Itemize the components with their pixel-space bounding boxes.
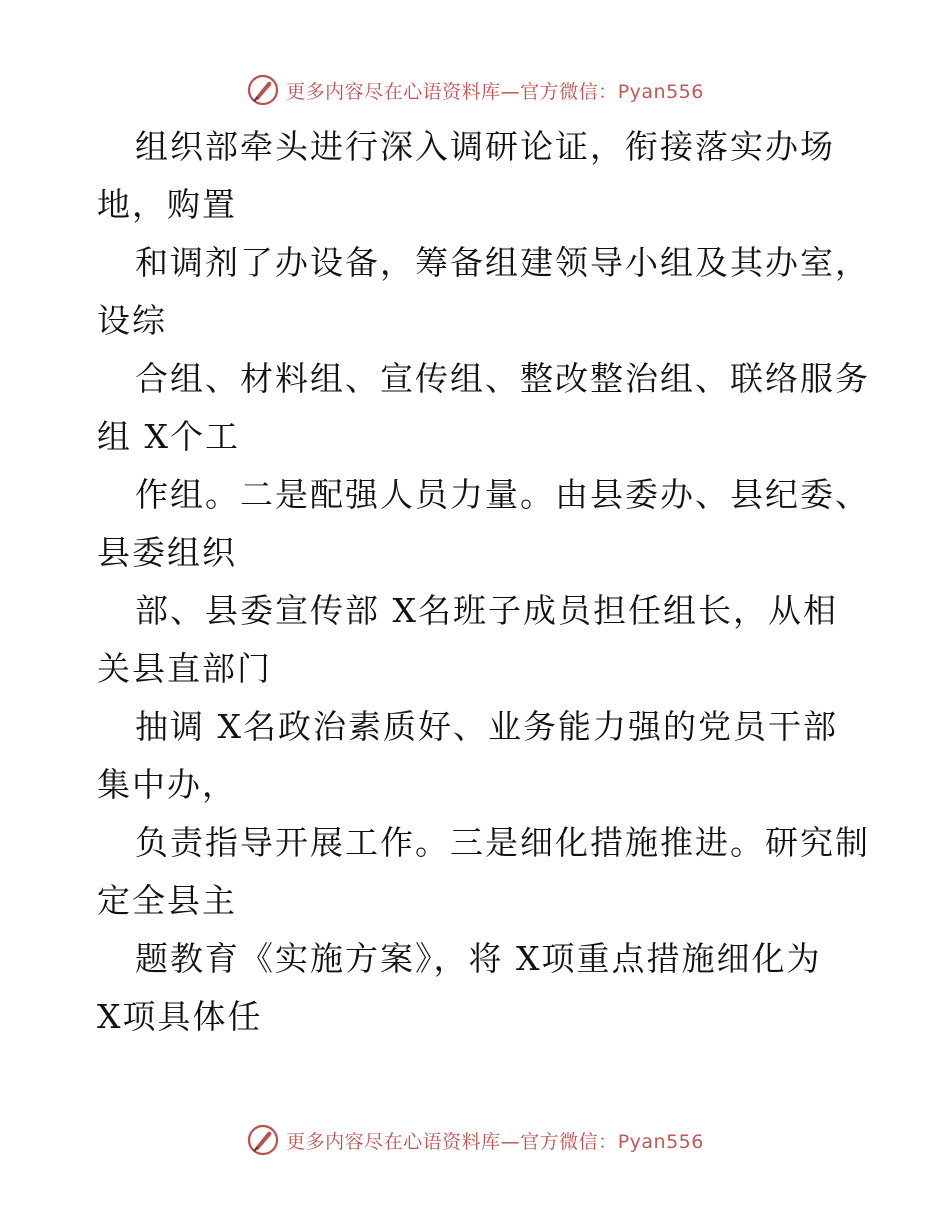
- body-line: 地，购置: [97, 185, 237, 224]
- body-line: 和调剂了办设备，筹备组建领导小组及其办室，: [135, 243, 870, 282]
- footer-watermark: [0, 1120, 950, 1160]
- watermark-separator: —: [500, 80, 521, 103]
- watermark-contact-label: 官方微信：: [520, 80, 618, 103]
- body-line: 集中办，: [97, 765, 237, 804]
- watermark-separator: —: [500, 1130, 521, 1153]
- body-line: 负责指导开展工作。三是细化措施推进。研究制: [135, 823, 870, 862]
- body-line: 合组、材料组、宣传组、整改整治组、联络服务: [135, 359, 870, 398]
- watermark-brand: 更多内容尽在心语资料库: [286, 1130, 501, 1153]
- watermark-contact-label: 官方微信：: [520, 1130, 618, 1153]
- watermark-brand: 更多内容尽在心语资料库: [286, 80, 501, 103]
- watermark-text: [286, 77, 704, 104]
- body-line: 作组。二是配强人员力量。由县委办、县纪委、: [135, 475, 870, 514]
- watermark-text: [286, 1127, 704, 1154]
- body-line: 部、县委宣传部 X名班子成员担任组长，从相: [135, 591, 838, 630]
- body-line: 组 X个工: [97, 417, 240, 456]
- body-line: 题教育《实施方案》，将 X项重点措施细化为: [135, 939, 822, 978]
- body-line: 关县直部门: [97, 649, 272, 688]
- body-line: 定全县主: [97, 881, 237, 920]
- quill-pen-logo-icon: [246, 1123, 280, 1157]
- body-line: 组织部牵头进行深入调研论证，衔接落实办场: [135, 127, 835, 166]
- body-line: X项具体任: [97, 997, 263, 1036]
- watermark-contact-id: Pyan556: [617, 80, 704, 103]
- header-watermark: [0, 70, 950, 110]
- body-line: 县委组织: [97, 533, 237, 572]
- body-line: 设综: [97, 301, 167, 340]
- document-body: [97, 118, 887, 1046]
- body-line: 抽调 X名政治素质好、业务能力强的党员干部: [135, 707, 838, 746]
- quill-pen-logo-icon: [246, 73, 280, 107]
- watermark-contact-id: Pyan556: [617, 1130, 704, 1153]
